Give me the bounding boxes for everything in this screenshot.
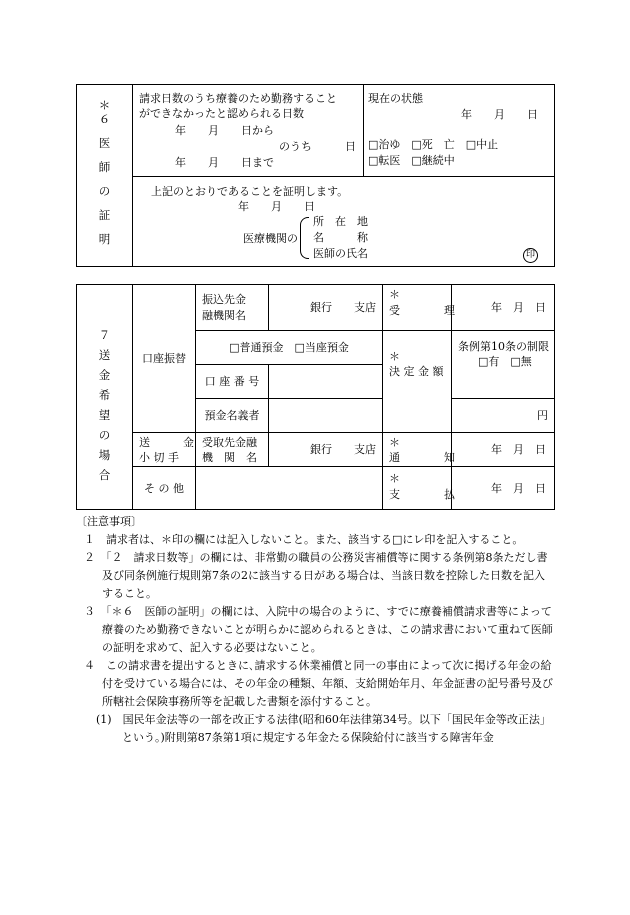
note-item: １ 請求者は、＊印の欄には記入しないこと。また、該当する□にレ印を記入すること。	[84, 533, 524, 546]
status-title: 現在の状態	[368, 92, 423, 105]
transfer-label: 口座振替	[133, 285, 196, 433]
receiver-bank-1: 受取先金融	[202, 436, 257, 449]
certify-text: 上記のとおりであることを証明します。	[151, 185, 349, 198]
limit-cell	[452, 331, 555, 399]
notes-section	[76, 513, 554, 747]
section6-label-char: 明	[98, 232, 111, 246]
section7-label-char: 希	[98, 388, 111, 402]
receiver-branch: 銀行 支店	[269, 433, 383, 467]
status-date: 年 月 日	[461, 108, 538, 121]
limit-options: □有 □無	[478, 355, 532, 368]
note-item: ２ 「２ 請求日数等」の欄には、非常勤の職員の公務災害補償等に関する条例第8条ただし書及び同条例施行規則第7条の2に該当する日がある場合は、当該日数を控除した日数を記入すること。	[84, 551, 548, 600]
seal-mark: 印	[523, 248, 538, 263]
bank-label-2: 融機関名	[202, 309, 246, 322]
days-cell	[133, 85, 364, 177]
section7-label-char: 望	[98, 408, 111, 422]
doctor-name: 医師の氏名	[313, 247, 368, 260]
section6-label-char: ＊	[98, 98, 111, 112]
yen-cell: 円	[452, 399, 555, 433]
section6-label-char: ６	[98, 112, 111, 126]
note-item: ４ この請求書を提出するときに､請求する休業補償と同一の事由によって次に掲げる年金の給付を受けている場合には、その年金の種類、年額、支給開始年月、年金証書の記号番号及び所轄社会保険事務所等を記載した書類を添付すること。	[84, 659, 553, 708]
check-label-2: 小 切 手	[139, 451, 179, 464]
of-which: のうち 日	[279, 140, 356, 153]
section6-table	[76, 84, 555, 267]
days-title-1: 請求日数のうち療養のため勤務すること	[139, 92, 337, 105]
decided-star: ＊	[389, 350, 400, 363]
status-row2: □転医 □継続中	[368, 154, 455, 167]
received-star: ＊	[389, 288, 400, 301]
payment-date: 年 月 日	[452, 467, 555, 510]
section7-table	[76, 284, 555, 510]
account-number-value[interactable]	[269, 365, 383, 399]
ymd-to: 年 月 日まで	[175, 156, 274, 169]
received-label: 受 理	[389, 304, 455, 317]
account-holder-label: 預金名義者	[196, 399, 269, 433]
deposit-type: □普通預金 □当座預金	[196, 331, 383, 365]
other-value[interactable]	[196, 467, 383, 510]
notice-label-cell	[383, 433, 455, 467]
received-date: 年 月 日	[452, 285, 555, 331]
other-label: そ の 他	[133, 467, 196, 510]
notice-date: 年 月 日	[452, 433, 555, 467]
brace-mark	[300, 217, 309, 259]
inst-name: 名 称	[313, 231, 368, 244]
ymd-from: 年 月 日から	[175, 124, 274, 137]
note-item: ３ 「＊６ 医師の証明」の欄には、入院中の場合のように、すでに療養補償請求書等によって療養のため勤務できないことが明らかに認められるときは、この請求書において重ねて医師の証明を求めて、記入する必要はないこと。	[84, 605, 553, 654]
section7-label-char: 合	[98, 468, 111, 482]
payment-star: ＊	[389, 472, 400, 485]
inst-address: 所 在 地	[313, 215, 368, 228]
section7-label-char: 場	[98, 448, 111, 462]
notes-heading: 〔注意事項〕	[76, 515, 142, 528]
certify-cell	[133, 177, 555, 267]
received-label-cell	[383, 285, 455, 331]
notice-star: ＊	[389, 436, 400, 449]
section7-label-char: 送	[98, 348, 111, 362]
bank-label-cell	[196, 285, 269, 331]
section7-label	[77, 285, 133, 510]
section7-label-char: ７	[98, 328, 111, 342]
notice-label: 通 知	[389, 451, 455, 464]
receiver-bank-cell	[196, 433, 269, 467]
section6-label-char: 医	[98, 136, 111, 150]
decided-label: 決 定 金 額	[389, 365, 444, 378]
status-row1: □治ゆ □死 亡 □中止	[368, 138, 499, 151]
check-label-cell	[133, 433, 196, 467]
note-subitem: (1) 国民年金法等の一部を改正する法律(昭和60年法律第34号。以下「国民年金等改正法」という。)附則第87条第1項に規定する年金たる保険給付に該当する障害年金	[96, 713, 551, 744]
status-cell	[364, 85, 555, 177]
section6-label-char: 師	[98, 160, 111, 174]
days-title-2: ができなかったと認められる日数	[139, 107, 304, 120]
section7-label-char: の	[98, 428, 111, 442]
check-label-1: 送 金	[139, 436, 194, 449]
section6-label	[77, 85, 133, 267]
institution-prefix: 医療機関の	[243, 232, 298, 245]
certify-date: 年 月 日	[238, 200, 315, 213]
payment-label: 支 払	[389, 488, 455, 501]
limit-label: 条例第10条の制限	[458, 340, 549, 353]
account-holder-value[interactable]	[269, 399, 383, 433]
bank-label-1: 振込先金	[202, 293, 246, 306]
section6-label-char: 証	[98, 208, 111, 222]
section6-label-char: の	[98, 184, 111, 198]
receiver-bank-2: 機 関 名	[202, 451, 257, 464]
payment-label-cell	[383, 467, 455, 510]
bank-branch: 銀行 支店	[269, 285, 383, 331]
account-number-label: 口 座 番 号	[196, 365, 269, 399]
decided-label-cell	[383, 331, 452, 433]
section7-label-char: 金	[98, 368, 111, 382]
